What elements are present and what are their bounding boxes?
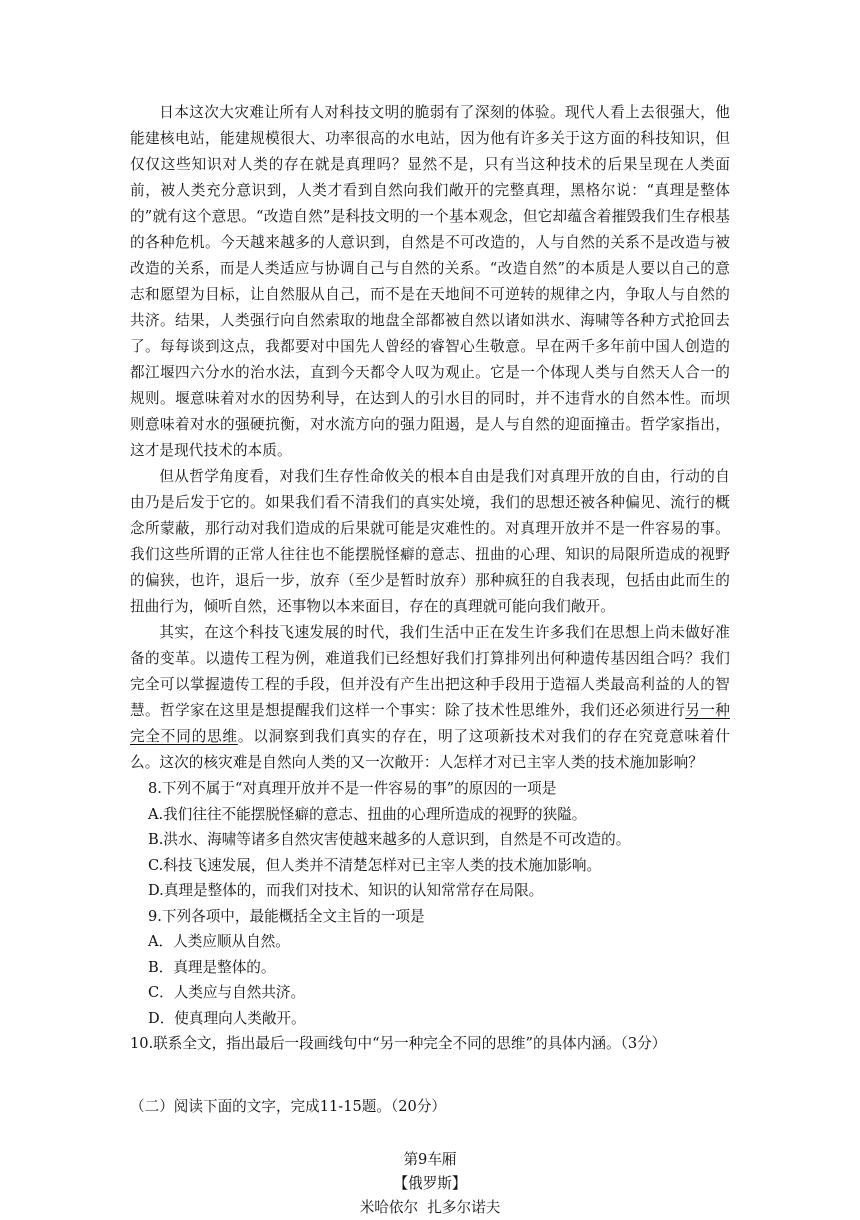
question-9-option-a: A．人类应顺从自然。 bbox=[148, 933, 290, 950]
question-9-option-c: C．人类应与自然共济。 bbox=[148, 984, 306, 1001]
question-8-stem: 8.下列不属于“对真理开放并不是一件容易的事”的原因的一项是 bbox=[148, 780, 557, 797]
question-8-option-d: D.真理是整体的，而我们对技术、知识的认知常常存在局限。 bbox=[148, 882, 544, 899]
passage-paragraph bbox=[130, 620, 730, 776]
question-9-stem: 9.下列各项中，最能概括全文主旨的一项是 bbox=[148, 907, 425, 925]
exam-page bbox=[130, 100, 730, 1220]
paragraph-text: 其实，在这个科技飞速发展的时代，我们生活中正在发生许多我们在思想上尚未做好准备的变革。以遗传工程为例，难道我们已经想好我们打算排列出何种遗传基因组合吗？我们完全可以掌握遗传工程的手段，但并没有产生出把这种手段用于造福人类最高利益的人的智慧。哲学家在这里是想提醒我们这样一个事实：除了技术性思维外，我们还必须进行 bbox=[130, 624, 730, 719]
reading-passage bbox=[130, 100, 730, 776]
underlined-sentence: 另一种完全不同的思维 bbox=[130, 702, 730, 745]
question-8-option-b: B.洪水、海啸等诸多自然灾害使越来越多的人意识到，自然是不可改造的。 bbox=[148, 831, 631, 848]
story-header bbox=[130, 1148, 730, 1220]
story-title: 第9车厢 bbox=[403, 1150, 457, 1168]
passage-paragraph: 日本这次大灾难让所有人对科技文明的脆弱有了深刻的体验。现代人看上去很强大，他能建核电站，能建规模很大、功率很高的水电站，因为他有许多关于这方面的科技知识，但仅仅这些知识对人类的存在就是真理吗？显然不是，只有当这种技术的后果呈现在人类面前，被人类充分意识到，人类才看到自然向我们敞开的完整真理，黑格尔说：“真理是整体的”就有这个意思。“改造自然”是科技文明的一个基本观念，但它却蕴含着摧毁我们生存根基的各种危机。今天越来越多的人意识到，自然是不可改造的，人与自然的关系不是改造与被改造的关系，而是人类适应与协调自己与自然的关系。“改造自然”的本质是人要以自己的意志和愿望为目标，让自然服从自己，而不是在天地间不可逆转的规律之内，争取人与自然的共济。结果，人类强行向自然索取的地盘全部都被自然以诸如洪水、海啸等各种方式抢回去了。每每谈到这点，我都要对中国先人曾经的睿智心生敬意。早在两千多年前中国人创造的都江堰四六分水的治水法，直到今天都令人叹为观止。它是一个体现人类与自然天人合一的规则。堰意味着对水的因势利导，在达到人的引水目的同时，并不违背水的自然本性。而坝则意味着对水的强硬抗衡，对水流方向的强力阻遏，是人与自然的迎面撞击。哲学家指出，这才是现代技术的本质。 bbox=[130, 104, 730, 459]
question-block bbox=[130, 776, 730, 1057]
story-author: 米哈依尔 扎多尔诺夫 bbox=[359, 1198, 501, 1216]
section-heading: （二）阅读下面的文字，完成11-15题。（20分） bbox=[130, 1097, 447, 1115]
question-9-option-d: D．使真理向人类敞开。 bbox=[148, 1009, 306, 1027]
question-9-option-b: B．真理是整体的。 bbox=[148, 958, 276, 976]
question-10-stem: 10.联系全文，指出最后一段画线句中“另一种完全不同的思维”的具体内涵。（3分） bbox=[130, 1035, 667, 1052]
question-8-option-c: C.科技飞速发展，但人类并不清楚怎样对已主宰人类的技术施加影响。 bbox=[148, 856, 602, 874]
question-8-option-a: A.我们往往不能摆脱怪癖的意志、扭曲的心理所造成的视野的狭隘。 bbox=[148, 805, 587, 823]
paragraph-text: 。以洞察到我们真实的存在，明了这项新技术对我们的存在究竟意味着什么。这次的核灾难是自然向人类的又一次敞开：人怎样才对已主宰人类的技术施加影响？ bbox=[130, 728, 731, 771]
story-country: 【俄罗斯】 bbox=[393, 1174, 467, 1192]
passage-paragraph: 但从哲学角度看，对我们生存性命攸关的根本自由是我们对真理开放的自由，行动的自由乃是后发于它的。如果我们看不清我们的真实处境，我们的思想还被各种偏见、流行的概念所蒙蔽，那行动对我们造成的后果就可能是灾难性的。对真理开放并不是一件容易的事。我们这些所谓的正常人往往也不能摆脱怪癖的意志、扭曲的心理、知识的局限所造成的视野的偏狭，也许，退后一步，放弃（至少是暂时放弃）那种疯狂的自我表现，包括由此而生的扭曲行为，倾听自然，还事物以本来面目，存在的真理就可能向我们敞开。 bbox=[130, 468, 730, 615]
